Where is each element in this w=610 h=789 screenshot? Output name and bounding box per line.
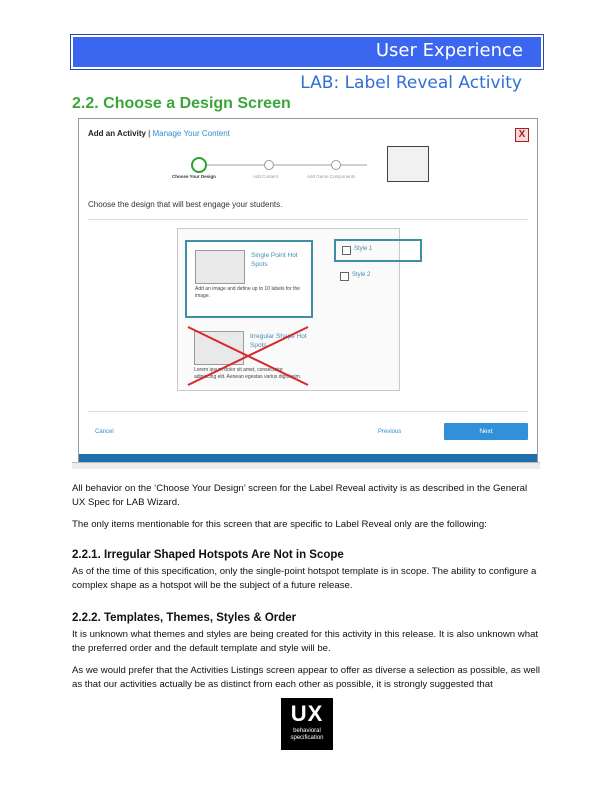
style-label: Style 2 [352,272,371,278]
banner-title: User Experience [375,40,523,61]
template-name: Irregular Shape Hot Spots [250,333,307,349]
lab-title: LAB: Label Reveal Activity [300,73,522,93]
paragraph-behavior: All behavior on the ‘Choose Your Design’ screen for the Label Reveal activity is as described in the General UX Spec for LAB Wizard. [72,483,528,508]
header-banner [70,34,544,70]
style-option-2[interactable] [334,267,418,286]
design-preview-thumbnail [387,146,429,182]
cancel-button[interactable]: Cancel [95,429,114,435]
dialog-prompt: Choose the design that will best engage your students. [88,200,283,209]
step-dot-add-game-components[interactable] [331,160,341,170]
template-name: Single Point Hot Spots [251,252,298,268]
dialog-divider-bottom [88,411,528,412]
template-description: Add an image and define up to 10 labels for the image. [195,286,301,299]
step-label-add-content: Add Content [253,174,279,179]
template-description: Lorem ipsum dolor sit amet, consectetur adipiscing elit. Aenean egestas varius dignissim. [194,367,302,380]
checkbox-icon[interactable] [342,246,351,255]
template-thumbnail [195,250,245,284]
screenshot-taskbar-strip [72,462,540,469]
ux-behavioral-spec-logo [281,698,333,750]
template-panel [177,228,400,391]
step-label-choose-design: Choose Your Design [172,174,216,179]
checkbox-icon[interactable] [340,272,349,281]
dialog-title-separator: | [145,129,153,138]
manage-content-link[interactable]: Manage Your Content [152,129,230,138]
paragraph-activities: As we would prefer that the Activities Listings screen appear to offer as diverse a selection as possible, as well as that our activities actually be as distinct from each other as possible, it is strongly suggested that [72,665,541,690]
previous-button[interactable]: Previous [378,429,402,435]
dialog-title-bold: Add an Activity [88,129,146,138]
paragraph-hotspots: As of the time of this specification, only the single-point hotspot template is in scope. The ability to configure a complex shape as a hotspot will be the subject of a future release. [72,566,537,591]
logo-ux-text: UX [290,701,324,726]
add-activity-dialog-screenshot [78,118,538,464]
close-icon[interactable]: X [515,128,529,142]
step-dot-add-content[interactable] [264,160,274,170]
step-dot-choose-design[interactable] [191,157,207,173]
step-label-add-game-components: Add Game Components [307,174,356,179]
style-option-1[interactable] [334,239,422,262]
next-button[interactable]: Next [444,423,528,440]
paragraph-templates: It is unknown what themes and styles are being created for this activity in this release. It is also unknown what the preferred order and the default template and style will be. [72,629,539,654]
logo-line-1: behavioral [293,728,321,734]
subheading-2-2-1: 2.2.1. Irregular Shaped Hotspots Are Not in Scope [72,549,344,561]
out-of-scope-cross-icon [186,325,310,387]
template-card-single-point[interactable] [185,240,313,318]
logo-line-2: specification [290,735,324,741]
stepper-track [197,164,367,166]
dialog-divider-top [88,219,528,220]
section-heading: 2.2. Choose a Design Screen [72,95,291,112]
dialog-title [88,129,230,138]
subheading-2-2-2: 2.2.2. Templates, Themes, Styles & Order [72,612,297,624]
style-label: Style 1 [354,246,373,252]
paragraph-items: The only items mentionable for this screen that are specific to Label Reveal only are the following: [72,519,487,530]
template-card-irregular-shape[interactable] [185,324,311,388]
